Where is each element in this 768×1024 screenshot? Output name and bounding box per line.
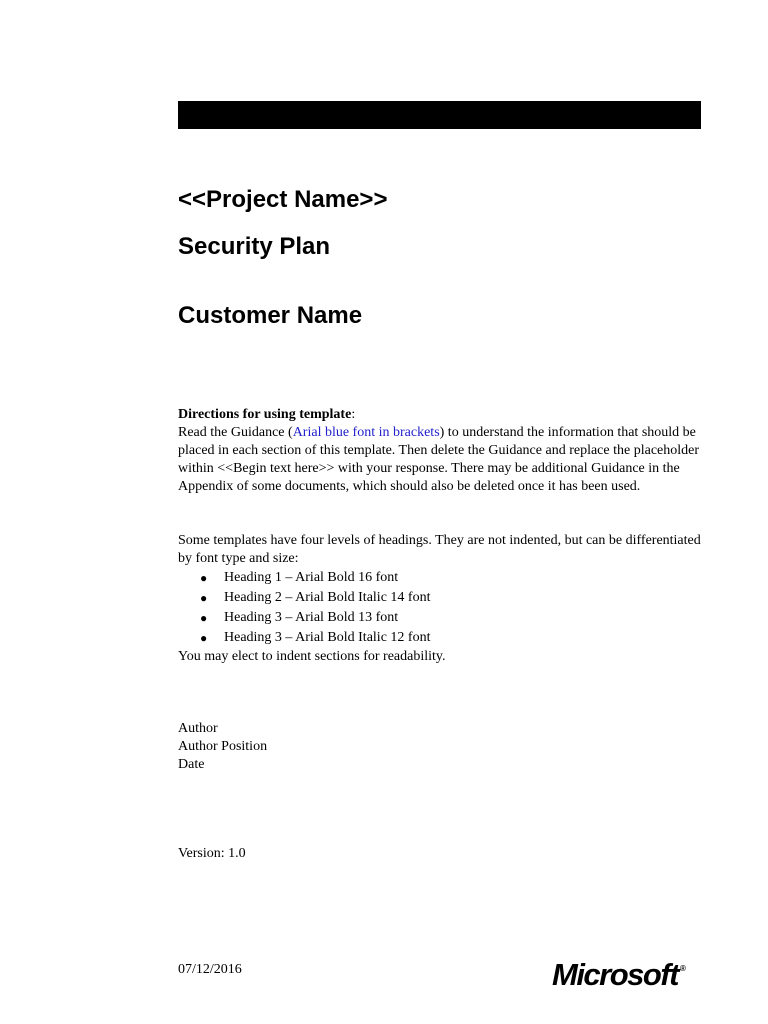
headings-list	[178, 568, 703, 648]
bullet-icon: ●	[200, 591, 208, 605]
author-section	[178, 720, 703, 774]
author-name: Author	[178, 721, 218, 736]
list-item-label: Heading 3 – Arial Bold 13 font	[224, 610, 399, 625]
directions-text-before: Read the Guidance (	[178, 425, 293, 440]
project-name-title: <<Project Name>>	[178, 186, 388, 213]
list-item	[178, 608, 703, 628]
list-item-label: Heading 3 – Arial Bold Italic 12 font	[224, 630, 431, 645]
directions-body	[178, 424, 703, 496]
bullet-icon: ●	[200, 571, 208, 585]
list-item-label: Heading 1 – Arial Bold 16 font	[224, 570, 399, 585]
directions-heading: Directions for using template	[178, 407, 352, 422]
directions-heading-colon: :	[351, 407, 356, 422]
list-item	[178, 568, 703, 588]
footer-date: 07/12/2016	[178, 962, 242, 977]
list-item	[178, 628, 703, 648]
version-label: Version: 1.0	[178, 846, 246, 861]
headings-outro: You may elect to indent sections for readability.	[178, 649, 446, 664]
author-position: Author Position	[178, 739, 268, 754]
author-date: Date	[178, 757, 205, 772]
directions-paragraph	[178, 406, 703, 424]
document-title: Security Plan	[178, 233, 331, 260]
microsoft-logo	[552, 951, 686, 993]
header-bar	[178, 101, 701, 129]
headings-section	[178, 532, 703, 666]
registered-mark-icon: ®	[680, 964, 686, 973]
directions-section	[178, 406, 703, 496]
guidance-style-note: Arial blue font in brackets	[292, 425, 440, 440]
bullet-icon: ●	[200, 611, 208, 625]
customer-name-title: Customer Name	[178, 302, 363, 329]
list-item-label: Heading 2 – Arial Bold Italic 14 font	[224, 590, 431, 605]
bullet-icon: ●	[200, 631, 208, 645]
list-item	[178, 588, 703, 608]
directions-text-after: ) to understand the information that should be placed in each section of this template. Then delete the Guidance and replace the placeholder within <<Begin text here>> with your response. There may be additional Guidance in the Appendix of some documents, which should also be deleted once it has been used.	[178, 425, 700, 494]
headings-intro: Some templates have four levels of headings. They are not indented, but can be differentiated by font type and size:	[178, 533, 701, 566]
logo-text: Microsoft	[552, 957, 678, 992]
